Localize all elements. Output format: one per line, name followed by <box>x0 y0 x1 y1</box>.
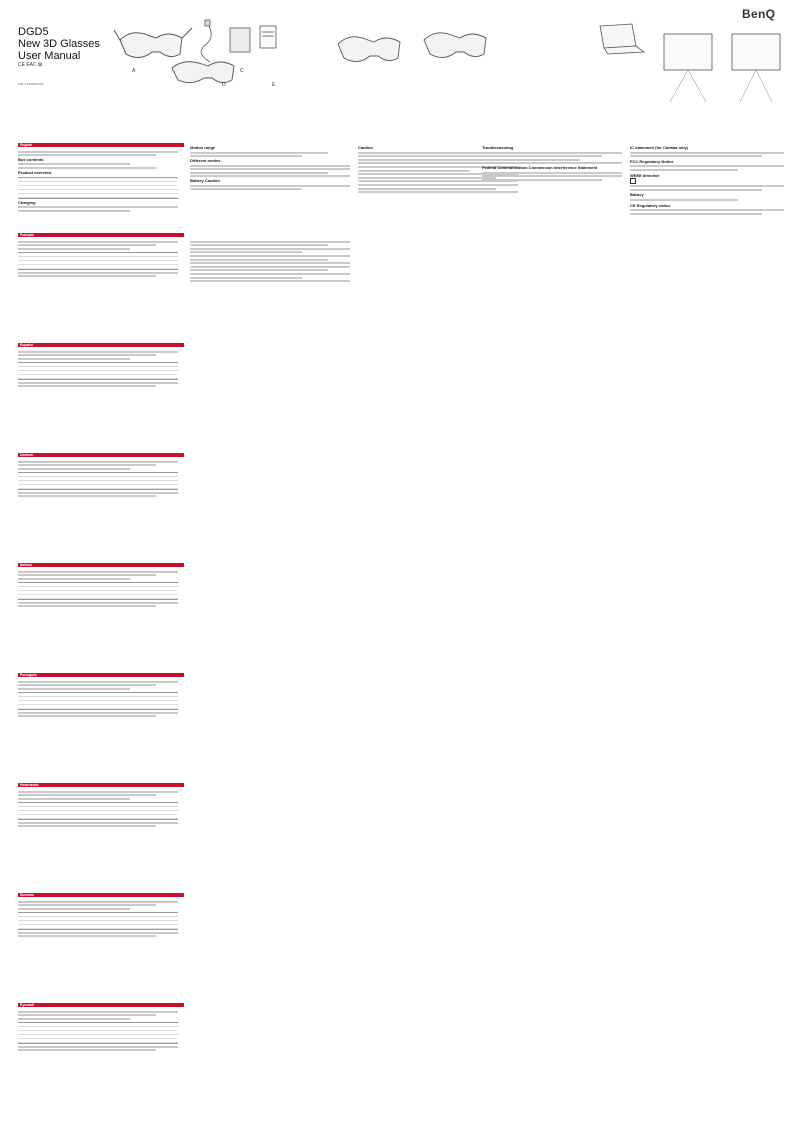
english-column-2 <box>190 145 350 192</box>
projector-range-illustration <box>660 32 785 112</box>
portuguese-column-1 <box>18 679 178 779</box>
part-number: P/N: 4J.FRF00.001 <box>18 82 44 86</box>
english-column-1 <box>18 149 178 214</box>
spanish-column-1 <box>18 349 178 449</box>
heading-fcc-notice: FCC Regulatory Notice <box>630 158 674 164</box>
heading-charging: Charging <box>18 199 36 205</box>
heading-different-modes: Different modes <box>190 157 221 163</box>
lang-band-spanish <box>18 343 184 347</box>
overview-table <box>18 177 178 199</box>
product-name: New 3D Glasses <box>18 38 100 50</box>
heading-caution: Caution <box>358 145 373 150</box>
lang-label-swedish: Svenska <box>20 893 34 897</box>
lang-band-french <box>18 233 184 237</box>
lang-band-english <box>18 143 184 147</box>
regulatory-column <box>630 145 784 216</box>
label-d: D <box>222 82 226 88</box>
glasses-charging-icon <box>338 37 400 62</box>
heading-battery: Battery <box>630 192 644 198</box>
heading-ic: IC statement (for Canada only) <box>630 145 689 150</box>
dutch-column-1 <box>18 789 178 889</box>
document-type: User Manual <box>18 50 81 62</box>
laptop-icon <box>600 24 644 54</box>
lang-label-german: Deutsch <box>20 453 34 457</box>
english-column-4 <box>482 145 622 183</box>
lang-label-french: Français <box>20 233 34 237</box>
lang-label-spanish: Español <box>20 343 34 347</box>
usage-illustration <box>328 10 498 80</box>
lang-label-russian: Русский <box>20 1003 34 1007</box>
laptop-illustration <box>590 20 650 60</box>
certification-marks: CE EAC ⊠ <box>18 62 43 68</box>
lang-band-russian <box>18 1003 184 1007</box>
model-name: DGD5 <box>18 26 49 38</box>
lang-label-italian: Italiano <box>20 563 32 567</box>
heading-weee: WEEE directive <box>630 172 660 178</box>
german-column-1 <box>18 459 178 559</box>
heading-motion-range: Motion range <box>190 145 216 150</box>
lang-label-english: English <box>20 143 33 147</box>
heading-fcc: Federal Communication Commission Interference Statement <box>482 165 598 171</box>
box-contents-illustration <box>112 10 312 88</box>
range-lines-icon <box>670 70 772 102</box>
label-e: E <box>272 82 276 88</box>
lang-band-portuguese <box>18 673 184 677</box>
heading-battery-caution: Battery Caution <box>190 177 220 183</box>
glasses-on-icon <box>424 33 486 58</box>
glasses-overview-icon <box>172 62 234 83</box>
heading-ce: CE Regulatory notice <box>630 202 671 208</box>
label-a: A <box>132 68 136 74</box>
heading-product-overview: Product overview <box>18 169 52 175</box>
glasses-icon <box>114 28 192 58</box>
screen-icon <box>664 34 780 70</box>
manual-icon <box>260 26 276 48</box>
brand-logo: BenQ <box>742 7 776 21</box>
swedish-column-1 <box>18 899 178 999</box>
lang-band-dutch <box>18 783 184 787</box>
cover-title <box>18 27 100 63</box>
heading-troubleshooting: Troubleshooting <box>482 145 514 150</box>
cable-icon <box>201 20 211 62</box>
weee-bin-icon <box>630 178 636 184</box>
french-column-1 <box>18 239 178 339</box>
lang-label-dutch: Nederlands <box>20 783 39 787</box>
column-2-body <box>190 239 350 1119</box>
pouch-icon <box>230 28 250 52</box>
label-c: C <box>240 68 244 74</box>
lang-band-italian <box>18 563 184 567</box>
italian-column-1 <box>18 569 178 669</box>
lang-label-portuguese: Português <box>20 673 37 677</box>
russian-column-1 <box>18 1009 178 1124</box>
lang-band-german <box>18 453 184 457</box>
lang-band-swedish <box>18 893 184 897</box>
heading-box-contents: Box contents <box>18 156 44 162</box>
